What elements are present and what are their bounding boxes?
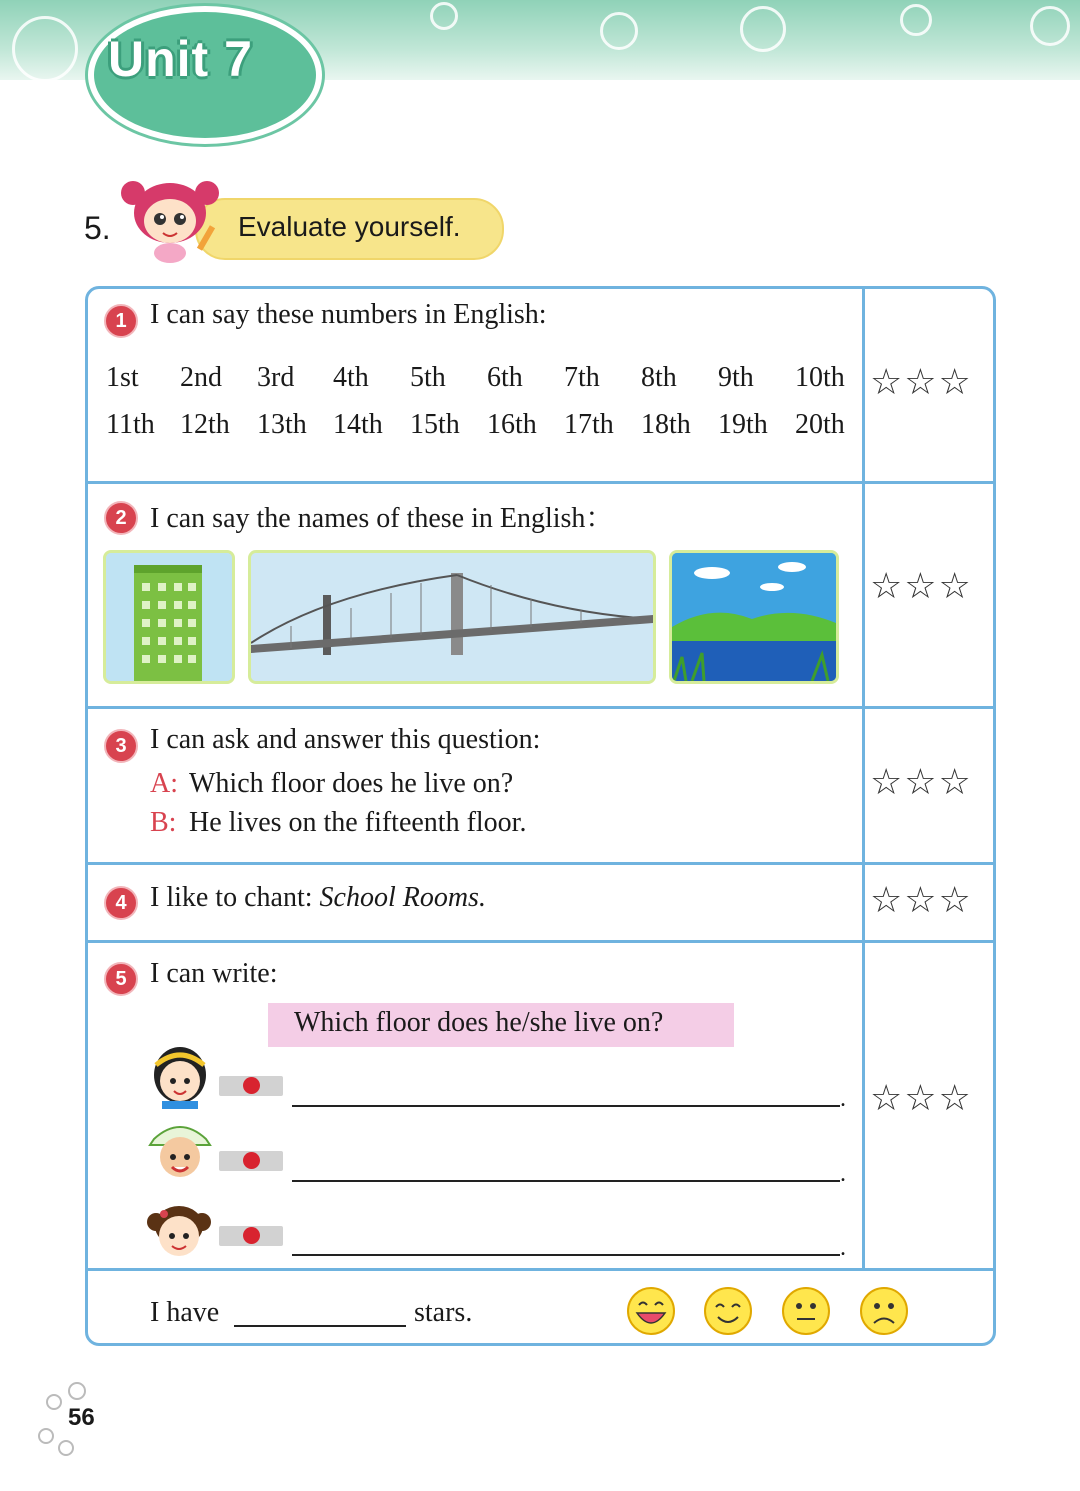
- unit-title: Unit 7: [108, 31, 253, 87]
- bridge-picture: [248, 550, 656, 684]
- star-rating[interactable]: ☆☆☆: [870, 1078, 973, 1119]
- ordinal: 16th: [487, 409, 537, 440]
- neutral-face-icon[interactable]: [780, 1285, 832, 1337]
- decor-dot: [58, 1440, 74, 1456]
- table-column-divider: [862, 288, 865, 1270]
- item-text: I can say the names of these in English：: [150, 503, 614, 534]
- prompt-text: Which floor does he/she live on?: [294, 1007, 664, 1038]
- decor-bubble: [600, 12, 638, 50]
- laughing-face-icon[interactable]: [625, 1285, 677, 1337]
- question-label: A:: [150, 768, 178, 799]
- mascot-girl-icon: [115, 175, 225, 265]
- star-rating[interactable]: ☆☆☆: [870, 762, 973, 803]
- floor-tag: [219, 1076, 283, 1096]
- line-end-period: .: [840, 1161, 846, 1187]
- floor-tag-dot: [243, 1152, 260, 1169]
- ordinal: 12th: [180, 409, 230, 440]
- page-number: 56: [68, 1404, 95, 1431]
- ordinal: 2nd: [180, 362, 222, 393]
- star-rating[interactable]: ☆☆☆: [870, 362, 973, 403]
- decor-dot: [38, 1428, 54, 1444]
- table-row-divider: [85, 940, 996, 943]
- star-count-line[interactable]: [234, 1325, 406, 1327]
- ordinal: 8th: [641, 362, 677, 393]
- ordinal: 3rd: [257, 362, 295, 393]
- ordinal: 1st: [106, 362, 139, 393]
- item-badge: 3: [104, 729, 138, 763]
- ordinal: 17th: [564, 409, 614, 440]
- star-rating[interactable]: ☆☆☆: [870, 566, 973, 607]
- line-end-period: .: [840, 1235, 846, 1261]
- ordinal: 9th: [718, 362, 754, 393]
- ordinal: 14th: [333, 409, 383, 440]
- item-text: I can write:: [150, 958, 278, 989]
- item-badge: 4: [104, 886, 138, 920]
- building-picture: [103, 550, 235, 684]
- decor-dot: [46, 1394, 62, 1410]
- item-badge: 1: [104, 304, 138, 338]
- girl-pigtails-avatar-icon: [144, 1200, 214, 1264]
- answer-line[interactable]: [292, 1105, 840, 1107]
- decor-bubble: [1030, 6, 1070, 46]
- smiling-face-icon[interactable]: [702, 1285, 754, 1337]
- table-row-divider: [85, 862, 996, 865]
- ordinal: 13th: [257, 409, 307, 440]
- item-text: I can say these numbers in English:: [150, 299, 547, 330]
- star-rating[interactable]: ☆☆☆: [870, 880, 973, 921]
- answer-line[interactable]: [292, 1180, 840, 1182]
- boy-cap-avatar-icon: [148, 1117, 212, 1183]
- floor-tag-dot: [243, 1077, 260, 1094]
- decor-dot: [68, 1382, 86, 1400]
- decor-bubble: [430, 2, 458, 30]
- ordinal: 15th: [410, 409, 460, 440]
- table-row-divider: [85, 1268, 996, 1271]
- item-badge: 2: [104, 501, 138, 535]
- footer-prefix: I have: [150, 1297, 220, 1328]
- answer-line[interactable]: [292, 1254, 840, 1256]
- floor-tag: [219, 1151, 283, 1171]
- ordinal: 20th: [795, 409, 845, 440]
- ordinal: 6th: [487, 362, 523, 393]
- question-text: Which floor does he live on?: [189, 768, 514, 799]
- chant-title: School Rooms.: [319, 882, 486, 913]
- item-text: [150, 882, 486, 914]
- decor-bubble: [740, 6, 786, 52]
- ordinal: 18th: [641, 409, 691, 440]
- item-badge: 5: [104, 962, 138, 996]
- item-text: I can ask and answer this question:: [150, 724, 541, 755]
- answer-label: B:: [150, 807, 177, 838]
- lake-picture: [669, 550, 839, 684]
- line-end-period: .: [840, 1086, 846, 1112]
- ordinal: 7th: [564, 362, 600, 393]
- ordinal: 19th: [718, 409, 768, 440]
- section-number: 5.: [84, 210, 111, 246]
- ordinal: 5th: [410, 362, 446, 393]
- decor-bubble: [900, 4, 932, 36]
- table-row-divider: [85, 706, 996, 709]
- section-title: Evaluate yourself.: [238, 211, 461, 242]
- floor-tag: [219, 1226, 283, 1246]
- girl-avatar-icon: [148, 1045, 212, 1109]
- footer-suffix: stars.: [414, 1297, 473, 1328]
- ordinal: 10th: [795, 362, 845, 393]
- answer-text: He lives on the fifteenth floor.: [189, 807, 527, 838]
- floor-tag-dot: [243, 1227, 260, 1244]
- decor-bubble: [12, 16, 78, 82]
- ordinal: 4th: [333, 362, 369, 393]
- ordinal: 11th: [106, 409, 155, 440]
- sad-face-icon[interactable]: [858, 1285, 910, 1337]
- item-text-prefix: I like to chant:: [150, 882, 320, 913]
- table-row-divider: [85, 481, 996, 484]
